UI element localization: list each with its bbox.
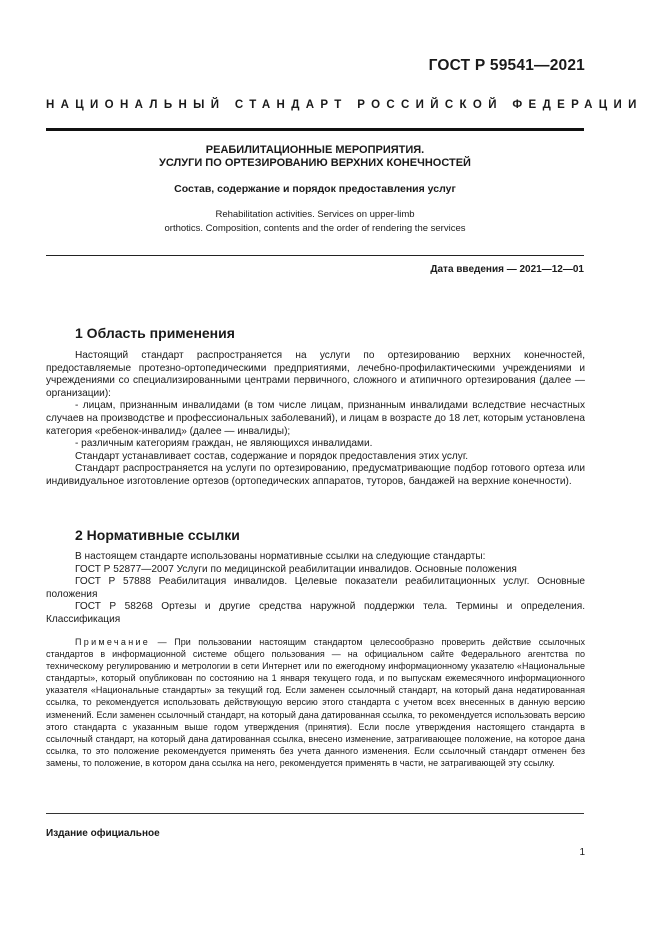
paragraph: - лицам, признанным инвалидами (в том числе лицам, признанным инвалидами вследствие несчастных случаев на производстве и профессиональных заболеваний), и лицам в возрасте до 18 лет, которым установлена категория «ребенок-инвалид» (далее — инвалиды); <box>46 400 585 437</box>
title-line-1: РЕАБИЛИТАЦИОННЫЕ МЕРОПРИЯТИЯ. <box>205 144 425 156</box>
paragraph: Стандарт устанавливает состав, содержание и порядок предоставления этих услуг. <box>75 450 469 462</box>
section-2-body <box>46 551 585 627</box>
document-title <box>46 144 584 170</box>
reference-item: ГОСТ Р 57888 Реабилитация инвалидов. Целевые показатели реабилитационных услуг. Основные положения <box>46 576 585 600</box>
english-title-line-1: Rehabilitation activities. Services on upper-limb <box>215 209 415 220</box>
title-line-2: УСЛУГИ ПО ОРТЕЗИРОВАНИЮ ВЕРХНИХ КОНЕЧНОСТЕЙ <box>159 157 471 169</box>
section-1-body <box>46 350 585 489</box>
document-number: ГОСТ Р 59541—2021 <box>428 57 585 74</box>
national-standard-banner: НАЦИОНАЛЬНЫЙ СТАНДАРТ РОССИЙСКОЙ ФЕДЕРАЦИИ <box>46 99 643 111</box>
document-subtitle: Состав, содержание и порядок предоставления услуг <box>174 183 456 195</box>
note-block <box>46 636 585 769</box>
footer-divider <box>46 813 584 814</box>
note-text: — При пользовании настоящим стандартом целесообразно проверить действие ссылочных стандартов в информационной системе общего пользования — на официальном сайте Федерального агентства по техническому регулированию и метрологии в сети Интернет или по ежегодному информационному указателю «Национальные стандарты», который опубликован по состоянию на 1 января текущего года, и по выпускам ежемесячного информационного указателя «Национальные стандарты» за текущий год. Если заменен ссылочный стандарт, на который дана недатированная ссылка, то рекомендуется использовать действующую версию этого стандарта с учетом всех внесенных в данную версию изменений. Если заменен ссылочный стандарт, на который дана датированная ссылка, то рекомендуется использовать версию этого стандарта с указанным выше годом утверждения (принятия). Если после утверждения настоящего стандарта в ссылочный стандарт, на который дана датированная ссылка, внесено изменение, затрагивающее положение, на которое дана ссылка, то это положение рекомендуется применять без учета данного изменения. Если ссылочный стандарт отменен без замены, то положение, в котором дана ссылка на него, рекомендуется применять в части, не затрагивающей эту ссылку. <box>46 637 585 768</box>
paragraph: В настоящем стандарте использованы нормативные ссылки на следующие стандарты: <box>75 551 486 562</box>
section-2-heading: 2 Нормативные ссылки <box>75 527 240 543</box>
section-1-heading: 1 Область применения <box>75 325 235 341</box>
english-title-line-2: orthotics. Composition, contents and the order of rendering the services <box>164 222 466 234</box>
paragraph: Настоящий стандарт распространяется на услуги по ортезированию верхних конечностей, предоставляемые протезно-ортопедическими предприятиями, лечебно-профилактическими учреждениями и учреждениями со специализированными центрами первичного, сложного и атипичного ортезирования (далее — организации): <box>46 350 585 399</box>
english-title <box>46 208 584 235</box>
official-edition-label: Издание официальное <box>46 828 160 839</box>
paragraph: - различным категориям граждан, не являющихся инвалидами. <box>75 438 373 450</box>
paragraph: Стандарт распространяется на услуги по ортезированию, предусматривающие подбор готового ортеза или индивидуальное изготовление ортезов (ортопедических аппаратов, туторов, бандажей на верхние конечности). <box>46 463 585 487</box>
reference-item: ГОСТ Р 52877—2007 Услуги по медицинской реабилитации инвалидов. Основные положения <box>75 563 517 575</box>
note-label: Примечание <box>75 637 151 647</box>
reference-item: ГОСТ Р 58268 Ортезы и другие средства наружной поддержки тела. Термины и определения. Классификация <box>46 601 585 625</box>
title-divider <box>46 255 584 256</box>
header-divider <box>46 128 584 131</box>
page-number: 1 <box>579 847 585 858</box>
introduction-date: Дата введения — 2021—12—01 <box>430 264 584 275</box>
